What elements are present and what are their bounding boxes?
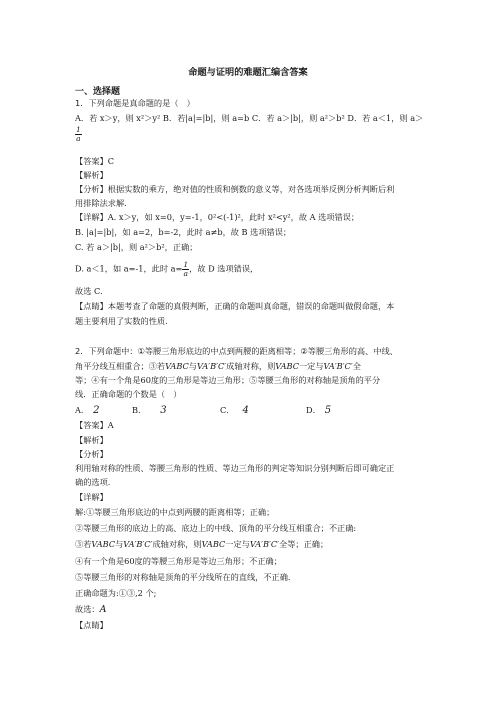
triangle-a-prime: VA′B′C′ (196, 361, 227, 371)
q2-detail-4: ④有一个角是60度的等腰三角形是等边三角形；不正确； (75, 556, 282, 566)
q1-options: A．若 x＞y，则 x²＞y² B．若|a|=|b|，则 a=b C．若 a＞|b|，则 a²＞b² D．若 a＜1，则 a＞ (75, 113, 424, 123)
document-title: 命题与证明的难题汇编含答案 (188, 67, 308, 78)
option-value: 3 (160, 405, 167, 416)
q2-stem-4: 线．正确命题的个数是（ ） (75, 389, 182, 399)
q1-detail-1: 【详解】A. x＞y，如 x=0，y=-1，0²<(-1)²，此时 x²<y²，故 A 选项错误； (75, 212, 360, 222)
fraction-denominator: a (183, 269, 188, 278)
triangle-a-prime: VA′B′C′ (249, 539, 279, 549)
q1-fenxi-2: 用排除法求解. (75, 198, 127, 208)
q2-choose-value: A (99, 604, 107, 615)
q2-jiexi: 【解析】 (75, 435, 108, 445)
q2-detail-1: 解:①等腰三角形底边的中点到两腰的距离相等；正确； (75, 507, 275, 517)
option-letter: A． (75, 405, 90, 415)
q1-jiexi: 【解析】 (75, 170, 108, 180)
q2-stem-2-e: 成轴对称，则 (226, 361, 276, 371)
q2-count: 正确命题为:①③,2 个; (75, 588, 157, 598)
section-heading: 一、选择题 (75, 87, 121, 97)
q1-detail-4-post: ，故 D 选项错误， (189, 263, 259, 274)
q1-stem: 1．下列命题是真命题的是（ ） (75, 98, 195, 108)
q2-detail-3-c: 与 (115, 539, 124, 549)
triangle-abc: VABC (201, 539, 226, 549)
q2-stem-3: 等；④有一个角是60度的三角形是等边三角形；⑤等腰三角形的对称轴是顶角的平分 (75, 375, 381, 385)
triangle-abc: VABC (275, 361, 299, 371)
triangle-a-prime: VA′B′C′ (323, 361, 353, 371)
triangle-abc: VABC (91, 539, 116, 549)
fraction-denominator: a (76, 134, 81, 143)
q2-stem-1: 2．下列命题中：①等腰三角形底边的中点到两腰的距离相等；②等腰三角形的高、中线、 (75, 346, 398, 356)
q2-stem-2 (75, 361, 435, 372)
option-value: 2 (93, 405, 100, 416)
q2-option-a (75, 405, 99, 416)
fraction-numerator: 1 (183, 260, 189, 269)
q2-detail-5: ⑤等腰三角形的对称轴是顶角的平分线所在的直线，不正确. (75, 572, 291, 582)
q2-detail-3 (75, 539, 435, 550)
q2-fenxi: 【分析】 (75, 449, 108, 459)
q1-fenxi-1: 【分析】根据实数的乘方，绝对值的性质和倒数的意义等，对各选项举反例分析判断后利 (75, 184, 395, 194)
q1-answer: 【答案】C (75, 156, 115, 166)
option-letter: D． (306, 405, 321, 415)
fraction-numerator: 1 (76, 125, 81, 134)
q2-detail-2: ②等腰三角形的底边上的高、底边上的中线、顶角的平分线互相重合；不正确: (75, 523, 357, 533)
option-letter: B． (132, 405, 147, 415)
q2-answer: 【答案】A (75, 420, 114, 430)
triangle-a-prime: VA′B′C′ (123, 539, 153, 549)
q1-conclusion: 故选 C. (75, 286, 103, 296)
q1-option-d-fraction (75, 126, 95, 143)
q2-detail-3-g: 一定与 (225, 539, 250, 549)
q2-stem-2-g: 一定与 (298, 361, 324, 371)
q1-detail-4 (75, 261, 435, 278)
option-letter: C． (220, 405, 235, 415)
option-value: 5 (324, 405, 332, 416)
q2-option-b (132, 405, 167, 416)
q1-detail-4-pre: D. a＜1，如 a=-1，此时 a= (75, 263, 183, 274)
q2-stem-2-i: 全 (352, 361, 361, 371)
q1-detail-3: C. 若 a＞|b|，则 a²＞b²，正确； (75, 242, 198, 252)
q2-note: 【点睛】 (75, 620, 108, 630)
q2-detail-head: 【详解】 (75, 492, 108, 502)
q2-fenxi-1: 利用轴对称的性质、等腰三角形的性质、等边三角形的判定等知识分别判断后即可确定正 (75, 463, 395, 473)
q2-stem-2-a: 角平分线互相重合；③若 (75, 361, 166, 371)
q1-detail-2: B. |a|=|b|，如 a=2，b=-2，此时 a≠b，故 B 选项错误； (75, 227, 292, 237)
q2-option-c (220, 405, 249, 416)
q2-fenxi-2: 确的选项. (75, 477, 111, 487)
q2-detail-3-a: ③若 (75, 539, 92, 549)
q2-detail-3-i: 全等；正确； (279, 539, 329, 549)
q2-option-d (306, 405, 331, 416)
q2-stem-2-c: 与 (188, 361, 197, 371)
q1-note-1: 【点睛】本题考查了命题的真假判断，正确的命题叫真命题，错误的命题叫做假命题，本 (75, 301, 395, 311)
q2-choose-label: 故选： (75, 604, 100, 614)
q2-choose (75, 604, 435, 615)
triangle-abc: VABC (165, 361, 189, 371)
q1-note-2: 题主要利用了实数的性质. (75, 316, 168, 326)
option-value: 4 (242, 405, 249, 416)
q2-detail-3-e: 成轴对称，则 (152, 539, 202, 549)
